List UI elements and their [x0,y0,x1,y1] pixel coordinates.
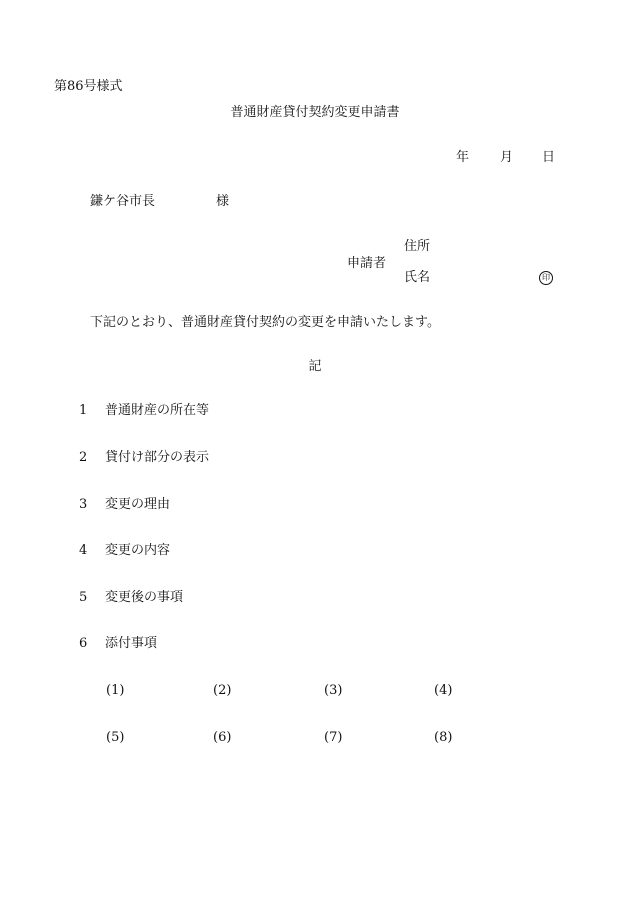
item-number: 6 [79,636,88,651]
date-month-label: 月 [500,150,514,165]
ki-heading: 記 [308,359,322,374]
name-label: 氏名 [404,270,431,285]
applicant-label: 申請者 [347,256,387,271]
intro-text: 下記のとおり、普通財産貸付契約の変更を申請いたします。 [90,315,440,330]
item-number: 1 [79,403,88,418]
attachment-slot: (4) [434,683,453,698]
date-year-label: 年 [456,150,470,165]
attachment-slot: (8) [434,730,453,745]
list-item [79,451,209,464]
item-text: 変更後の事項 [105,590,184,605]
list-item [79,404,209,417]
addressee-honorific: 様 [216,194,230,209]
attachment-slot: (5) [106,730,125,745]
item-text: 変更の内容 [105,543,171,558]
attachment-slot: (6) [213,730,232,745]
item-text: 変更の理由 [105,497,171,512]
item-number: 4 [79,543,88,558]
attachment-slot: (2) [213,683,232,698]
item-number: 2 [79,450,88,465]
list-item [79,591,183,604]
seal-icon: 印 [539,271,553,285]
addressee-name: 鎌ケ谷市長 [90,194,156,209]
attachment-slot: (3) [324,683,343,698]
list-item [79,544,170,557]
document-title: 普通財産貸付契約変更申請書 [230,105,400,120]
item-text: 普通財産の所在等 [105,403,210,418]
item-text: 貸付け部分の表示 [105,450,210,465]
item-text: 添付事項 [105,636,158,651]
item-number: 3 [79,497,88,512]
list-item [79,637,157,650]
form-number: 第86号様式 [54,79,123,94]
item-number: 5 [79,590,88,605]
address-label: 住所 [404,239,431,254]
attachment-slot: (1) [106,683,125,698]
attachment-slot: (7) [324,730,343,745]
date-day-label: 日 [542,150,556,165]
list-item [79,498,170,511]
